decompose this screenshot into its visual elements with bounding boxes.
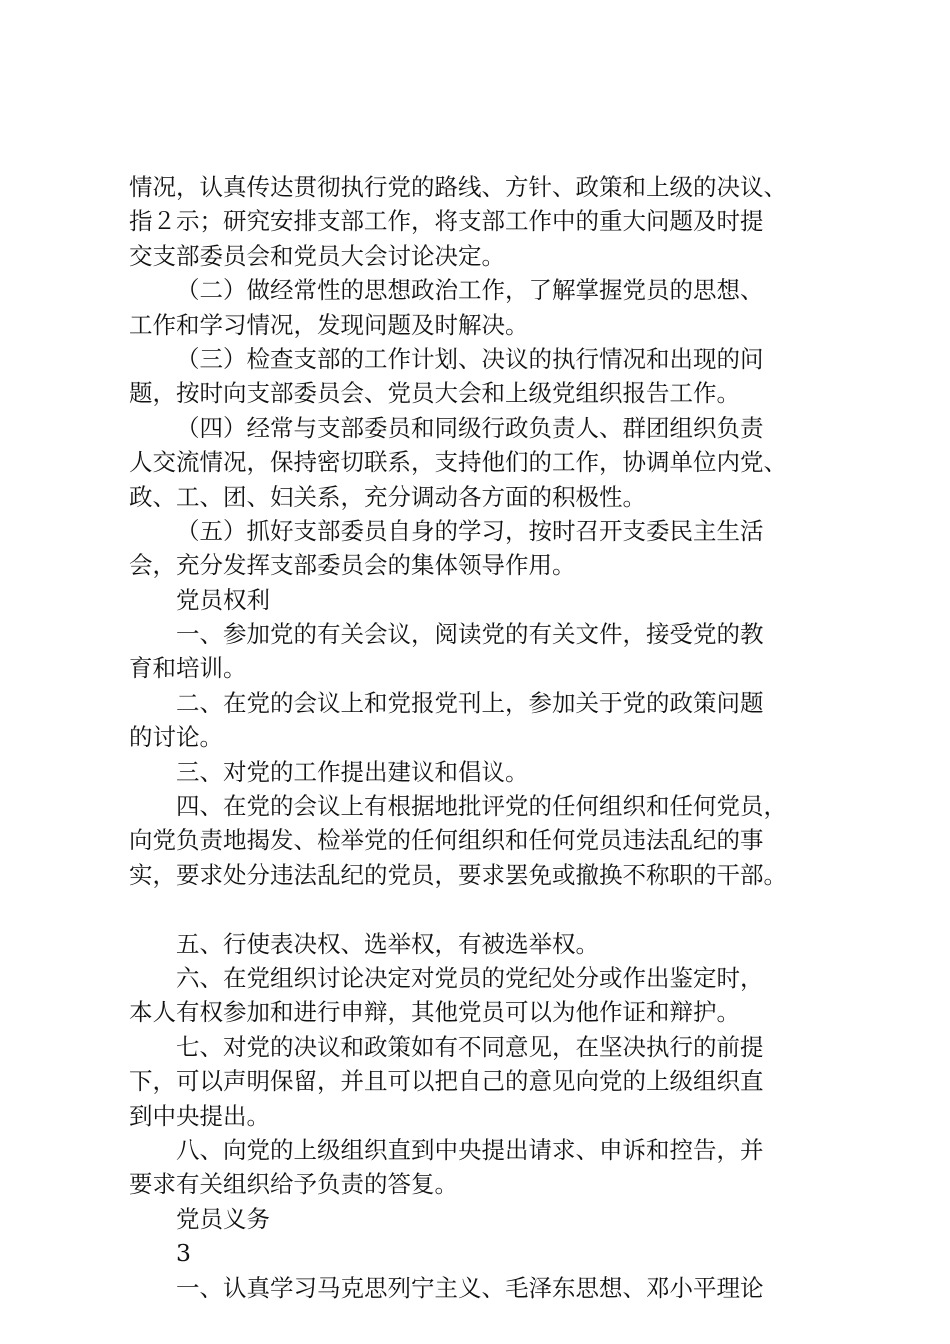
text-line: 育和培训。 bbox=[129, 654, 247, 683]
text-line: 会，充分发挥支部委员会的集体领导作用。 bbox=[129, 551, 576, 580]
text-line: 工作和学习情况，发现问题及时解决。 bbox=[129, 310, 529, 339]
text-line: 题，按时向支部委员会、党员大会和上级党组织报告工作。 bbox=[129, 379, 740, 408]
text-line: （四）经常与支部委员和同级行政负责人、群团组织负责 bbox=[176, 413, 764, 442]
text-line: （二）做经常性的思想政治工作，了解掌握党员的思想、 bbox=[176, 276, 764, 305]
text-line: 一、参加党的有关会议，阅读党的有关文件，接受党的教 bbox=[176, 620, 764, 649]
text-line: 人交流情况，保持密切联系，支持他们的工作，协调单位内党、 bbox=[129, 448, 787, 477]
text-line: 下，可以声明保留，并且可以把自己的意见向党的上级组织直 bbox=[129, 1067, 764, 1096]
text-line: 五、行使表决权、选举权，有被选举权。 bbox=[176, 929, 599, 958]
text-line: 到中央提出。 bbox=[129, 1101, 270, 1130]
section-heading-rights: 党员权利 bbox=[176, 585, 270, 614]
text-line: 向党负责地揭发、检举党的任何组织和任何党员违法乱纪的事 bbox=[129, 826, 764, 855]
text-line: 二、在党的会议上和党报党刊上，参加关于党的政策问题 bbox=[176, 688, 764, 717]
text-line: 指２示；研究安排支部工作，将支部工作中的重大问题及时提 bbox=[129, 207, 764, 236]
text-line: 六、在党组织讨论决定对党员的党纪处分或作出鉴定时， bbox=[176, 963, 764, 992]
blank-line bbox=[129, 892, 839, 926]
text-line: 的讨论。 bbox=[129, 723, 223, 752]
text-line: 七、对党的决议和政策如有不同意见，在坚决执行的前提 bbox=[176, 1032, 764, 1061]
text-line: 交支部委员会和党员大会讨论决定。 bbox=[129, 241, 505, 270]
text-line: 实，要求处分违法乱纪的党员，要求罢免或撤换不称职的干部。 bbox=[129, 860, 787, 889]
text-line: 本人有权参加和进行申辩，其他党员可以为他作证和辩护。 bbox=[129, 998, 740, 1027]
document-body bbox=[129, 170, 839, 1305]
text-line: 一、认真学习马克思列宁主义、毛泽东思想、邓小平理论 bbox=[176, 1273, 764, 1302]
text-line: 要求有关组织给予负责的答复。 bbox=[129, 1170, 458, 1199]
text-line: 四、在党的会议上有根据地批评党的任何组织和任何党员， bbox=[176, 792, 787, 821]
text-line: （五）抓好支部委员自身的学习，按时召开支委民主生活 bbox=[176, 516, 764, 545]
text-line: 政、工、团、妇关系，充分调动各方面的积极性。 bbox=[129, 482, 646, 511]
page-number: 3 bbox=[176, 1239, 191, 1268]
text-line: 情况，认真传达贯彻执行党的路线、方针、政策和上级的决议、 bbox=[129, 173, 787, 201]
text-line: 三、对党的工作提出建议和倡议。 bbox=[176, 757, 529, 786]
text-line: （三）检查支部的工作计划、决议的执行情况和出现的问 bbox=[176, 344, 764, 373]
text-line: 八、向党的上级组织直到中央提出请求、申诉和控告，并 bbox=[176, 1135, 764, 1164]
section-heading-duties: 党员义务 bbox=[176, 1204, 270, 1233]
